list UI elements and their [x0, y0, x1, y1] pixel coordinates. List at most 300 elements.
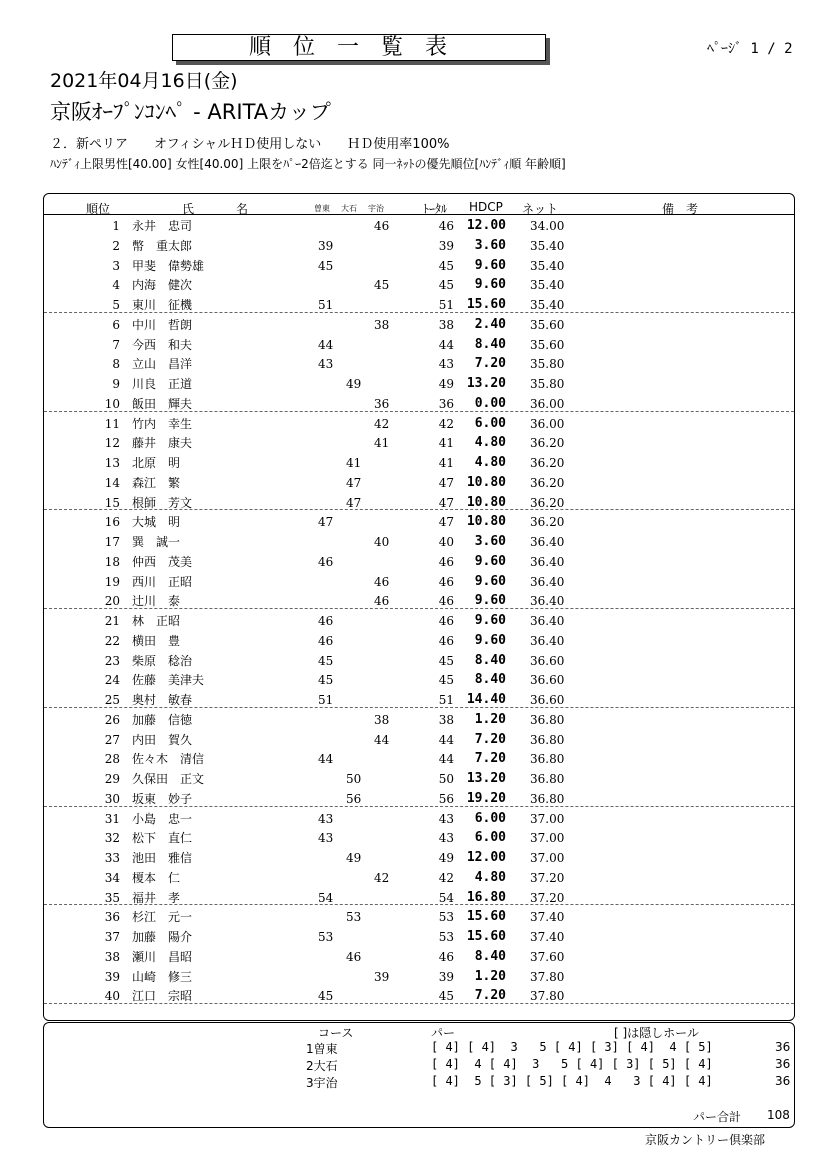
rank-cell: 30 [104, 791, 120, 806]
score-course1: 47 [318, 515, 334, 530]
player-name: 横田 豊 [132, 633, 181, 648]
rank-cell: 1 [112, 219, 120, 233]
net-score: 36.40 [530, 535, 565, 549]
rank-cell: 21 [104, 614, 120, 628]
group-divider [44, 411, 794, 412]
hdcp-value: 15.60 [466, 909, 506, 925]
hdcp-value: 10.80 [466, 474, 506, 490]
hdcp-value: 4.80 [474, 435, 506, 451]
table-row [0, 236, 826, 256]
hdcp-value: 7.20 [474, 356, 506, 372]
total-score: 49 [438, 851, 454, 865]
score-course2: 46 [346, 949, 362, 964]
course-name: 1曽東 [306, 1042, 338, 1056]
net-score: 36.20 [530, 495, 565, 510]
net-score: 35.40 [530, 258, 565, 273]
total-score: 49 [438, 377, 454, 391]
net-score: 36.00 [530, 416, 565, 431]
total-score: 42 [438, 416, 454, 431]
player-name: 加藤 信徳 [132, 712, 193, 727]
score-course3: 46 [374, 219, 390, 233]
net-score: 36.00 [530, 396, 565, 411]
hdcp-value: 6.00 [474, 830, 506, 846]
hdcp-value: 19.20 [466, 790, 506, 806]
rank-cell: 9 [112, 377, 120, 391]
rank-cell: 26 [104, 712, 120, 727]
total-score: 44 [438, 752, 454, 767]
player-name: 佐々木 清信 [132, 752, 205, 767]
player-name: 大城 明 [132, 515, 181, 530]
score-course3: 42 [374, 416, 390, 431]
player-name: 佐藤 美津夫 [132, 673, 205, 688]
total-score: 43 [438, 811, 454, 826]
table-row [0, 868, 826, 888]
hdcp-value: 0.00 [474, 395, 506, 411]
total-score: 45 [438, 278, 454, 293]
player-name: 飯田 輝夫 [132, 396, 193, 411]
total-score: 38 [438, 712, 454, 727]
player-name: 巽 誠一 [132, 535, 181, 549]
score-course3: 41 [374, 436, 390, 451]
hdcp-value: 15.60 [466, 297, 506, 312]
net-score: 35.80 [530, 357, 565, 372]
net-score: 36.20 [530, 475, 565, 490]
net-score: 36.60 [530, 693, 565, 707]
hdcp-value: 8.40 [474, 652, 506, 668]
table-row [0, 572, 826, 592]
player-name: 藤井 康夫 [132, 436, 193, 451]
rank-cell: 22 [104, 633, 120, 648]
group-divider [44, 904, 794, 905]
rank-cell: 11 [104, 416, 120, 431]
net-score: 36.20 [530, 436, 565, 451]
net-score: 37.20 [530, 890, 565, 905]
hdcp-value: 14.40 [466, 692, 506, 707]
col-course1: 曽東 [314, 204, 330, 213]
rank-cell: 25 [104, 693, 120, 707]
player-name: 小島 忠一 [132, 811, 193, 826]
net-score: 35.80 [530, 377, 565, 391]
player-name: 森江 繁 [132, 475, 181, 490]
score-course1: 51 [318, 693, 334, 707]
table-row [0, 433, 826, 453]
rank-cell: 14 [104, 475, 120, 490]
total-score: 51 [438, 693, 454, 707]
player-name: 山崎 修三 [132, 969, 193, 984]
score-course1: 45 [318, 673, 334, 688]
score-course1: 53 [318, 930, 334, 944]
table-row [0, 453, 826, 473]
rank-cell: 29 [104, 772, 120, 786]
hdcp-value: 9.60 [474, 593, 506, 609]
table-row [0, 315, 826, 335]
col-name-family: 氏 [182, 202, 195, 216]
player-name: 榎本 仁 [132, 870, 181, 885]
rank-cell: 16 [104, 515, 120, 530]
rank-cell: 5 [112, 298, 120, 312]
total-score: 46 [438, 554, 454, 569]
player-name: 柴原 稔治 [132, 653, 193, 668]
club-name: 京阪カントリー倶楽部 [645, 1133, 766, 1147]
table-row [0, 670, 826, 690]
score-course1: 43 [318, 831, 334, 846]
rank-cell: 31 [104, 811, 120, 826]
score-course2: 56 [346, 791, 362, 806]
score-course1: 44 [318, 337, 334, 352]
net-score: 37.00 [530, 851, 565, 865]
net-score: 36.80 [530, 712, 565, 727]
col-course2: 大石 [341, 204, 357, 213]
net-score: 36.40 [530, 633, 565, 648]
total-score: 39 [438, 238, 454, 253]
hdcp-value: 7.20 [474, 731, 506, 747]
player-name: 松下 直仁 [132, 831, 193, 846]
calc-condition: ２．新ペリア オフィシャルＨＤ使用しない ＨＤ使用率100% [50, 137, 450, 152]
net-score: 37.40 [530, 910, 565, 925]
table-row [0, 927, 826, 947]
rank-cell: 19 [104, 574, 120, 589]
player-name: 久保田 正文 [132, 772, 205, 786]
rank-cell: 10 [104, 396, 120, 411]
total-score: 43 [438, 357, 454, 372]
col-total: ﾄｰﾀﾙ [423, 202, 448, 216]
player-name: 西川 正昭 [132, 574, 193, 589]
player-name: 立山 昌洋 [132, 357, 193, 372]
net-score: 35.60 [530, 317, 565, 332]
score-course1: 51 [318, 298, 334, 312]
player-name: 加藤 陽介 [132, 930, 193, 944]
table-row [0, 710, 826, 730]
net-score: 37.20 [530, 870, 565, 885]
net-score: 35.40 [530, 298, 565, 312]
score-course1: 43 [318, 357, 334, 372]
net-score: 36.40 [530, 594, 565, 609]
hdcp-value: 9.60 [474, 632, 506, 648]
hdcp-value: 2.40 [474, 316, 506, 332]
hdcp-value: 15.60 [466, 929, 506, 944]
player-name: 辻川 泰 [132, 594, 181, 609]
col-remarks: 備 考 [662, 202, 699, 216]
score-course1: 45 [318, 989, 334, 1004]
score-course2: 50 [346, 772, 362, 786]
total-score: 47 [438, 475, 454, 490]
hdcp-value: 12.00 [466, 218, 506, 233]
net-score: 36.40 [530, 574, 565, 589]
rank-cell: 35 [104, 890, 120, 905]
score-course1: 45 [318, 653, 334, 668]
total-score: 39 [438, 969, 454, 984]
player-name: 中川 哲朗 [132, 317, 193, 332]
rank-cell: 28 [104, 752, 120, 767]
player-name: 内海 健次 [132, 278, 193, 293]
total-score: 41 [438, 456, 454, 470]
net-score: 36.20 [530, 456, 565, 470]
total-score: 36 [438, 396, 454, 411]
total-score: 56 [438, 791, 454, 806]
total-score: 46 [438, 219, 454, 233]
score-course1: 46 [318, 633, 334, 648]
score-course1: 45 [318, 258, 334, 273]
table-row [0, 414, 826, 434]
rank-cell: 7 [112, 337, 120, 352]
table-row [0, 275, 826, 295]
score-course3: 39 [374, 969, 390, 984]
rank-cell: 4 [112, 278, 120, 293]
table-row [0, 473, 826, 493]
table-row [0, 907, 826, 927]
hdcp-value: 9.60 [474, 553, 506, 569]
hdcp-value: 6.00 [474, 810, 506, 826]
score-course2: 53 [346, 910, 362, 925]
total-score: 43 [438, 831, 454, 846]
hdcp-value: 4.80 [474, 869, 506, 885]
net-score: 37.80 [530, 969, 565, 984]
handicap-condition: ﾊﾝﾃﾞｨ上限男性[40.00] 女性[40.00] 上限をﾊﾟｰ2倍迄とする 同一ﾈｯﾄの優先順位[ﾊﾝﾃﾞｨ順 年齢順] [50, 157, 566, 171]
hdcp-value: 6.00 [474, 415, 506, 431]
table-row [0, 216, 826, 236]
total-score: 47 [438, 515, 454, 530]
table-row [0, 967, 826, 987]
table-row [0, 354, 826, 374]
net-score: 36.80 [530, 732, 565, 747]
hdcp-value: 7.20 [474, 988, 506, 1004]
score-course2: 49 [346, 377, 362, 391]
net-score: 35.40 [530, 238, 565, 253]
player-name: 甲斐 偉勢雄 [132, 258, 205, 273]
player-name: 東川 征機 [132, 298, 193, 312]
rank-cell: 36 [104, 910, 120, 925]
total-score: 53 [438, 930, 454, 944]
player-name: 北原 明 [132, 456, 181, 470]
col-rank: 順位 [86, 202, 111, 216]
col-course3: 宇治 [368, 204, 384, 213]
net-score: 36.60 [530, 653, 565, 668]
total-score: 38 [438, 317, 454, 332]
table-row [0, 828, 826, 848]
table-row [0, 374, 826, 394]
hdcp-value: 9.60 [474, 257, 506, 273]
score-course2: 47 [346, 475, 362, 490]
rank-cell: 15 [104, 495, 120, 510]
par-total-value: 108 [767, 1108, 790, 1122]
hdcp-value: 9.60 [474, 573, 506, 589]
hdcp-value: 16.80 [466, 889, 506, 905]
rank-cell: 23 [104, 653, 120, 668]
hdcp-value: 8.40 [474, 948, 506, 964]
total-score: 45 [438, 653, 454, 668]
player-name: 池田 雅信 [132, 851, 193, 865]
course-par-total: 36 [775, 1057, 791, 1071]
player-name: 瀬川 昌昭 [132, 949, 193, 964]
table-row [0, 512, 826, 532]
net-score: 36.80 [530, 752, 565, 767]
net-score: 36.80 [530, 791, 565, 806]
hdcp-value: 13.20 [466, 376, 506, 391]
net-score: 36.20 [530, 515, 565, 530]
rank-cell: 8 [112, 357, 120, 372]
net-score: 36.40 [530, 554, 565, 569]
net-score: 34.00 [530, 219, 565, 233]
total-score: 45 [438, 673, 454, 688]
rank-cell: 32 [104, 831, 120, 846]
player-name: 永井 忠司 [132, 219, 193, 233]
score-course3: 40 [374, 535, 390, 549]
group-divider [44, 509, 794, 510]
player-name: 福井 孝 [132, 890, 181, 905]
score-course3: 38 [374, 317, 390, 332]
hdcp-value: 10.80 [466, 514, 506, 530]
group-divider [44, 1003, 794, 1004]
table-row [0, 532, 826, 552]
course-par-total: 36 [775, 1074, 791, 1088]
header-divider [44, 214, 794, 215]
total-score: 53 [438, 910, 454, 925]
total-score: 45 [438, 989, 454, 1004]
score-course3: 46 [374, 594, 390, 609]
group-divider [44, 312, 794, 313]
score-course1: 39 [318, 238, 334, 253]
rank-cell: 24 [104, 673, 120, 688]
total-score: 40 [438, 535, 454, 549]
rank-cell: 20 [104, 594, 120, 609]
course-name: 2大石 [306, 1059, 338, 1073]
total-score: 50 [438, 772, 454, 786]
score-course1: 46 [318, 614, 334, 628]
player-name: 竹内 幸生 [132, 416, 193, 431]
rank-cell: 39 [104, 969, 120, 984]
group-divider [44, 608, 794, 609]
player-name: 坂東 妙子 [132, 791, 193, 806]
rank-cell: 40 [104, 989, 120, 1004]
total-score: 51 [438, 298, 454, 312]
player-name: 内田 賀久 [132, 732, 193, 747]
rank-cell: 17 [104, 535, 120, 549]
net-score: 36.80 [530, 772, 565, 786]
score-course3: 44 [374, 732, 390, 747]
score-course3: 46 [374, 574, 390, 589]
total-score: 46 [438, 949, 454, 964]
score-course2: 49 [346, 851, 362, 865]
group-divider [44, 806, 794, 807]
col-net: ネット [522, 202, 559, 216]
net-score: 36.40 [530, 614, 565, 628]
player-name: 奥村 敏春 [132, 693, 193, 707]
hdcp-value: 1.20 [474, 711, 506, 727]
total-score: 47 [438, 495, 454, 510]
par-label: パー [431, 1026, 456, 1040]
rank-cell: 34 [104, 870, 120, 885]
player-name: 今西 和夫 [132, 337, 193, 352]
table-row [0, 809, 826, 829]
par-total-label: パー合計 [693, 1110, 742, 1124]
net-score: 37.80 [530, 989, 565, 1004]
course-pars: [ 4] [ 4] 3 5 [ 4] [ 3] [ 4] 4 [ 5] [431, 1040, 713, 1054]
table-row [0, 335, 826, 355]
total-score: 54 [438, 890, 454, 905]
table-row [0, 730, 826, 750]
hdcp-value: 9.60 [474, 613, 506, 628]
total-score: 46 [438, 614, 454, 628]
player-name: 林 正昭 [132, 614, 181, 628]
player-name: 根師 芳文 [132, 495, 193, 510]
total-score: 46 [438, 574, 454, 589]
hdcp-value: 10.80 [466, 494, 506, 510]
table-row [0, 848, 826, 868]
player-name: 川良 正道 [132, 377, 193, 391]
net-score: 35.40 [530, 278, 565, 293]
total-score: 42 [438, 870, 454, 885]
table-row [0, 769, 826, 789]
score-course3: 36 [374, 396, 390, 411]
rank-cell: 3 [112, 258, 120, 273]
net-score: 36.60 [530, 673, 565, 688]
hdcp-value: 7.20 [474, 751, 506, 767]
rank-cell: 38 [104, 949, 120, 964]
competition-date: 2021年04月16日(金) [50, 70, 238, 92]
total-score: 44 [438, 732, 454, 747]
rank-cell: 2 [112, 238, 120, 253]
net-score: 37.40 [530, 930, 565, 944]
total-score: 45 [438, 258, 454, 273]
hdcp-value: 12.00 [466, 850, 506, 865]
course-name: 3宇治 [306, 1076, 338, 1090]
group-divider [44, 707, 794, 708]
score-course3: 42 [374, 870, 390, 885]
rank-cell: 12 [104, 436, 120, 451]
rank-cell: 13 [104, 456, 120, 470]
score-course3: 45 [374, 278, 390, 293]
hdcp-value: 8.40 [474, 336, 506, 352]
hdcp-value: 3.60 [474, 534, 506, 549]
rank-cell: 37 [104, 930, 120, 944]
score-course3: 38 [374, 712, 390, 727]
course-pars: [ 4] 5 [ 3] [ 5] [ 4] 4 3 [ 4] [ 4] [431, 1074, 713, 1088]
player-name: 幣 重太郎 [132, 238, 193, 253]
player-name: 杉江 元一 [132, 910, 193, 925]
net-score: 37.00 [530, 831, 565, 846]
rank-cell: 18 [104, 554, 120, 569]
table-row [0, 947, 826, 967]
course-pars: [ 4] 4 [ 4] 3 5 [ 4] [ 3] [ 5] [ 4] [431, 1057, 713, 1071]
net-score: 35.60 [530, 337, 565, 352]
net-score: 37.00 [530, 811, 565, 826]
hdcp-value: 4.80 [474, 455, 506, 470]
course-par-total: 36 [775, 1040, 791, 1054]
total-score: 41 [438, 436, 454, 451]
rank-cell: 27 [104, 732, 120, 747]
score-course2: 41 [346, 456, 362, 470]
hidden-hole-note: [ ]は隠しホール [614, 1026, 699, 1040]
score-course1: 44 [318, 752, 334, 767]
table-row [0, 631, 826, 651]
hdcp-value: 9.60 [474, 277, 506, 293]
col-hdcp: HDCP [469, 200, 503, 214]
total-score: 44 [438, 337, 454, 352]
score-course2: 47 [346, 495, 362, 510]
total-score: 46 [438, 633, 454, 648]
col-name-given: 名 [236, 202, 249, 216]
player-name: 江口 宗昭 [132, 989, 193, 1004]
net-score: 37.60 [530, 949, 565, 964]
table-row [0, 552, 826, 572]
hdcp-value: 3.60 [474, 237, 506, 253]
hdcp-value: 13.20 [466, 771, 506, 786]
course-label: コース [318, 1026, 354, 1040]
table-row [0, 256, 826, 276]
score-course1: 43 [318, 811, 334, 826]
score-course1: 46 [318, 554, 334, 569]
player-name: 仲西 茂美 [132, 554, 193, 569]
